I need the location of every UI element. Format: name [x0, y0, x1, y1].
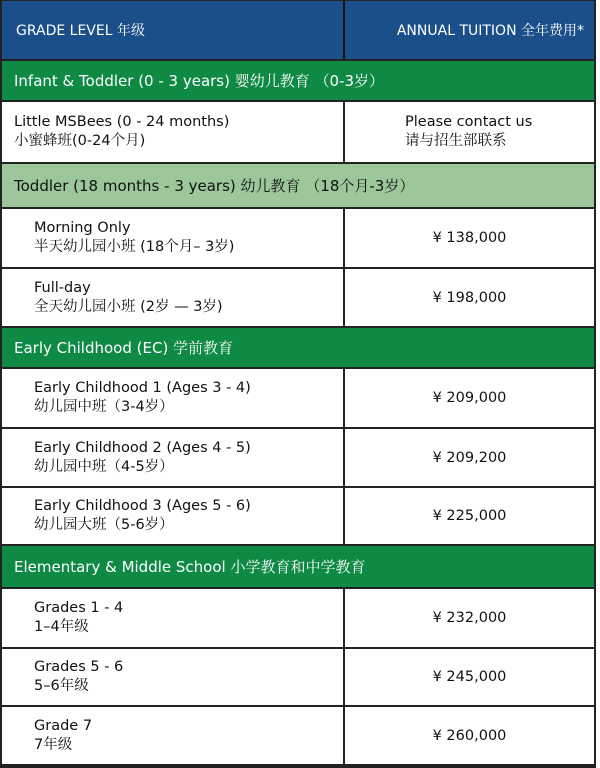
- table-row: [2, 209, 594, 269]
- grade-cell: [2, 589, 345, 647]
- tuition-cell: ¥ 245,000: [432, 669, 507, 685]
- grade-zh: 全天幼儿园小班 (2岁 — 3岁): [34, 298, 223, 315]
- grade-en: Early Childhood 2 (Ages 4 - 5): [34, 439, 251, 456]
- tuition-cell: ¥ 138,000: [432, 230, 507, 246]
- tuition-cell: ¥ 209,200: [432, 449, 507, 466]
- grade-cell: [2, 488, 345, 544]
- grade-cell: [2, 102, 345, 162]
- grade-zh: 7年级: [34, 736, 73, 753]
- tuition-cell: ¥ 260,000: [432, 727, 507, 744]
- tuition-cell: ¥ 232,000: [432, 610, 507, 626]
- grade-cell: [2, 209, 345, 267]
- grade-en: Early Childhood 3 (Ages 5 - 6): [34, 498, 251, 514]
- grade-zh: 5–6年级: [34, 678, 89, 694]
- grade-zh: 半天幼儿园小班 (18个月– 3岁): [34, 239, 235, 255]
- grade-cell: [2, 649, 345, 705]
- grade-zh: 1–4年级: [34, 619, 89, 635]
- table-row: [2, 649, 594, 707]
- grade-en: Little MSBees (0 - 24 months): [14, 114, 230, 130]
- tuition-cell: ¥ 198,000: [432, 289, 507, 306]
- tuition-cell: ¥ 225,000: [432, 508, 507, 524]
- grade-en: Grades 5 - 6: [34, 659, 124, 675]
- grade-cell: [2, 707, 345, 764]
- grade-zh: 幼儿园大班（5-6岁）: [34, 517, 174, 533]
- grade-en: Morning Only: [34, 220, 131, 236]
- grade-zh: 小蜜蜂班(0-24个月): [14, 133, 146, 149]
- table-row: [2, 707, 594, 766]
- grade-cell: [2, 429, 345, 486]
- grade-level-header: GRADE LEVEL 年级: [2, 1, 345, 59]
- section-toddler: Toddler (18 months - 3 years) 幼儿教育 （18个月-3岁）: [2, 164, 594, 209]
- section-elementary-middle: Elementary & Middle School 小学教育和中学教育: [2, 546, 594, 589]
- contact-zh: 请与招生部联系: [405, 133, 507, 149]
- table-row: [2, 102, 594, 164]
- contact-en: Please contact us: [405, 114, 533, 130]
- grade-cell: [2, 269, 345, 326]
- table-row: [2, 488, 594, 546]
- grade-en: Early Childhood 1 (Ages 3 - 4): [34, 380, 251, 396]
- table-header: [2, 1, 594, 61]
- tuition-cell: ¥ 209,000: [432, 390, 507, 406]
- grade-zh: 幼儿园中班（4-5岁）: [34, 458, 174, 475]
- grade-en: Full-day: [34, 279, 91, 296]
- table-row: [2, 269, 594, 328]
- table-row: [2, 369, 594, 429]
- section-infant-toddler: Infant & Toddler (0 - 3 years) 婴幼儿教育 （0-3岁）: [2, 61, 594, 102]
- grade-cell: [2, 369, 345, 427]
- section-early-childhood: Early Childhood (EC) 学前教育: [2, 328, 594, 369]
- annual-tuition-header: ANNUAL TUITION 全年费用*: [396, 23, 584, 39]
- table-row: [2, 429, 594, 488]
- grade-en: Grades 1 - 4: [34, 600, 124, 616]
- table-row: [2, 589, 594, 649]
- grade-en: Grade 7: [34, 717, 93, 734]
- tuition-cell: [345, 102, 594, 162]
- grade-zh: 幼儿园中班（3-4岁）: [34, 399, 174, 415]
